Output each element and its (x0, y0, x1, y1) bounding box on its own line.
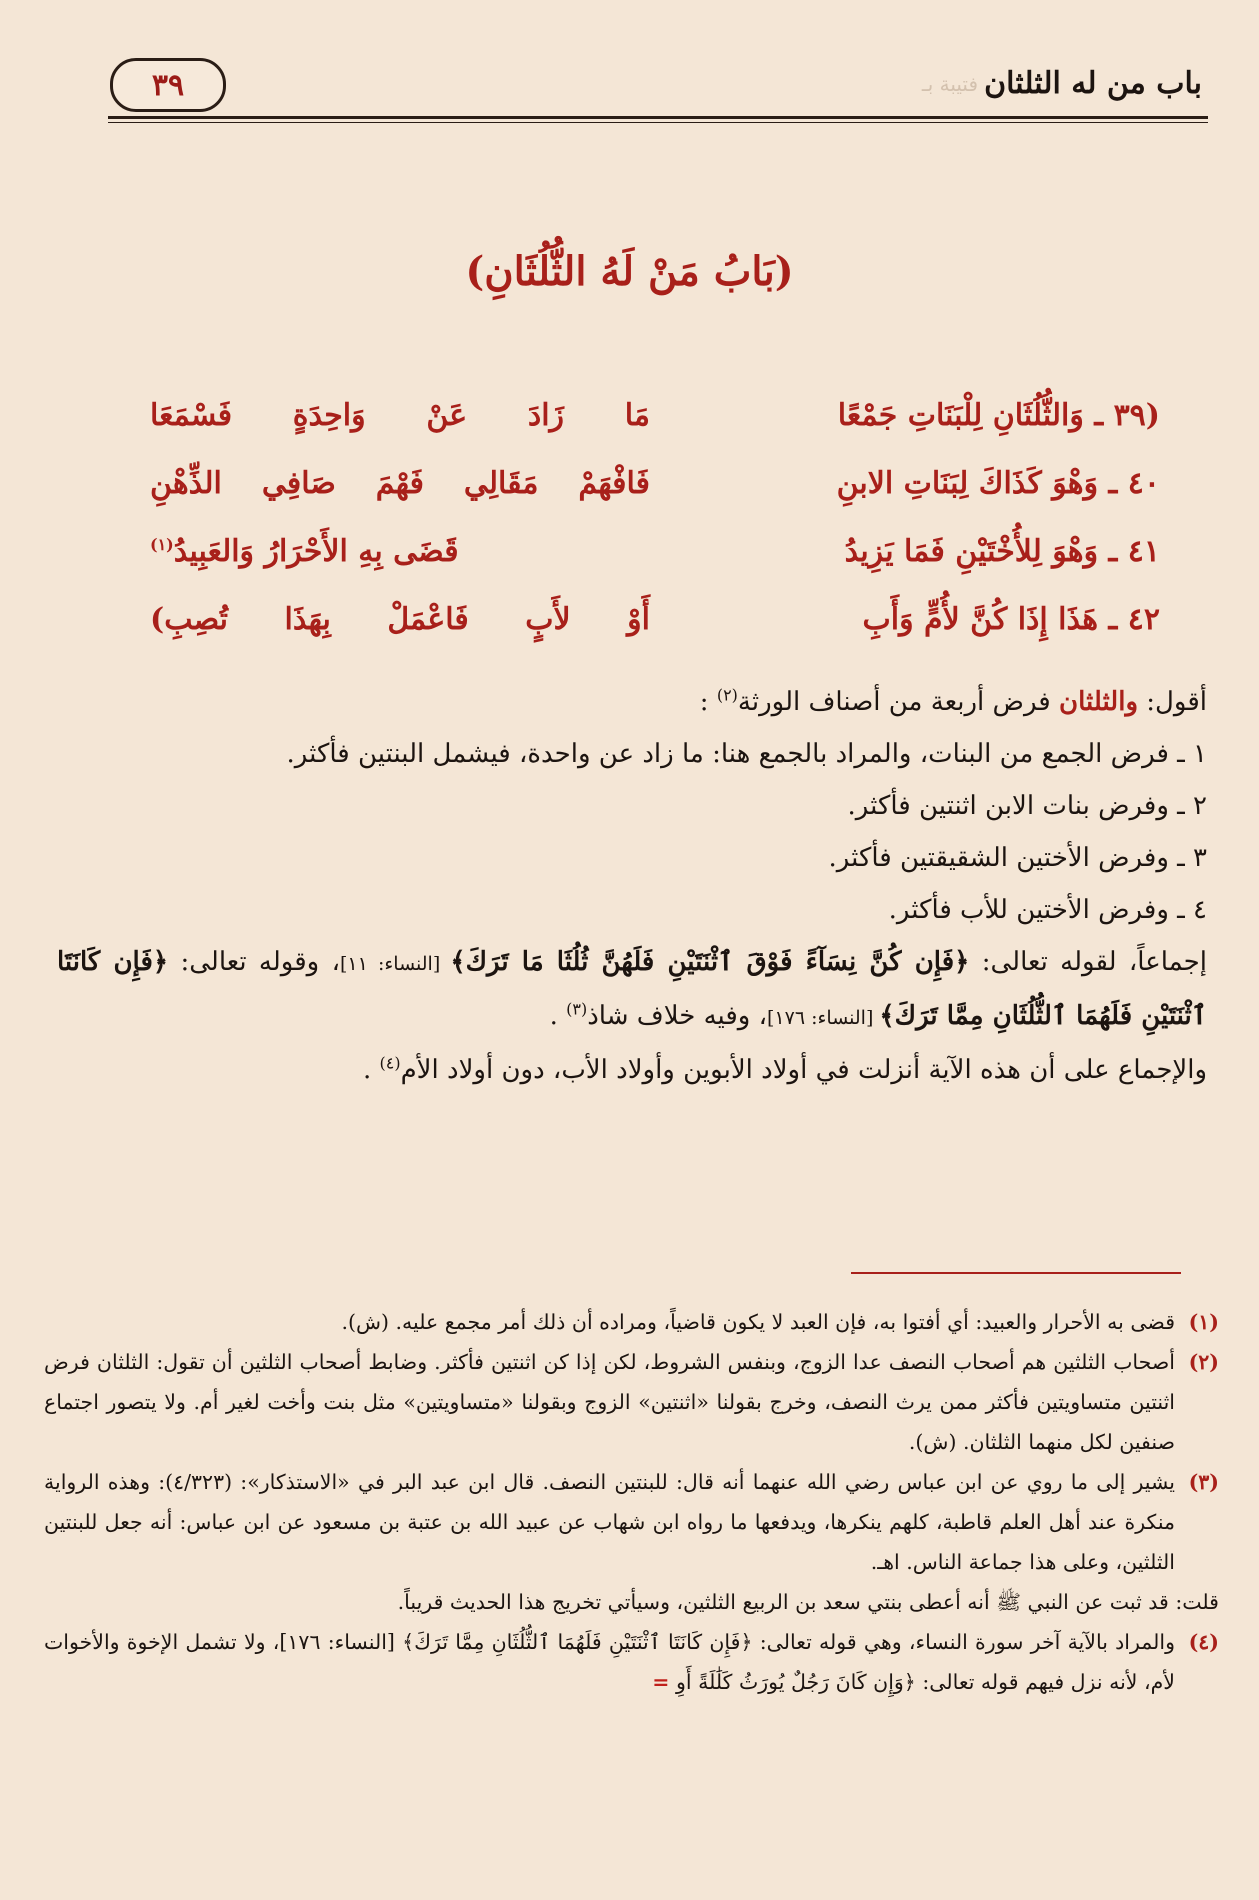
commentary-body (57, 676, 1207, 1096)
verse-42 (150, 602, 1160, 670)
footnote-ref-2[interactable]: (٢) (716, 685, 738, 705)
list-item: ١ ـ فرض الجمع من البنات، والمراد بالجمع هنا: ما زاد عن واحدة، فيشمل البنتين فأكثر. (286, 739, 1207, 769)
footnote-number: (٣) (1188, 1470, 1219, 1494)
header-rule-thin (108, 122, 1208, 123)
verse-right-hemistich: ٤١ ـ وَهْوَ لِلأُخْتَيْنِ فَمَا يَزِيدُ (844, 534, 1160, 569)
running-header-title: باب من له الثلثان (984, 66, 1202, 101)
consensus-paragraph: والإجماع على أن هذه الآية أنزلت في أولاد الأبوين وأولاد الأب، دون أولاد الأم$^{(٤)}$ . (362, 1053, 1207, 1085)
footnote-ref-1[interactable]: (١) (150, 535, 174, 554)
footnote-separator (851, 1272, 1181, 1274)
verse-right-hemistich: (٣٩ ـ وَالثُّلُثَانِ لِلْبَنَاتِ جَمْعًا (837, 398, 1160, 433)
footnote-number: (٢) (1188, 1350, 1219, 1374)
running-header (108, 52, 1208, 116)
bleed-through-text: فتيبة بـ (921, 72, 978, 96)
footnote-2: (٢) أصحاب الثلثين هم أصحاب النصف عدا الزوج، وبنفس الشروط، لكن إذا كن اثنتين فأكثر. وضابط أصحاب الثلثين أن تقول: الثلثان فرض اثنتين متساويتين فأكثر ممن يرث النصف، وخرج بقولنا «اثنتين» الزوج وبقولنا «متساويتين» مثل بنت وأخت لغير أم. ولا يتصور اجتماع صنفين لكل منهما الثلثان. (ش). (44, 1342, 1219, 1462)
footnote-3: (٣) يشير إلى ما روي عن ابن عباس رضي الله عنهما أنه قال: للبنتين النصف. قال ابن عبد البر في «الاستذكار»: (٤/٣٢٣): وهذه الرواية منكرة عند أهل العلم قاطبة، كلهم ينكرها، ويدفعها ما رواه ابن شهاب عن عبيد الله بن عتبة بن مسعود عن ابن عباس: أنه جعل للبنتين الثلثين، وعلى هذا جماعة الناس. اهـ. قلت: قد ثبت عن النبي ﷺ أنه أعطى بنتي سعد بن الربيع الثلثين، وسيأتي تخريج هذا الحديث قريباً. (44, 1462, 1219, 1622)
verse-left-hemistich: قَضَى بِهِ الأَحْرَارُ وَالعَبِيدُ$^{(١)}$ (150, 534, 459, 569)
verse-41 (150, 534, 1160, 602)
commentary-intro: أقول: والثلثان فرض أربعة من أصناف الورثة$^{(٢)}$ : (699, 685, 1207, 717)
continuation-mark: = (652, 1670, 670, 1694)
header-rule (108, 116, 1208, 119)
footnote-4: (٤) والمراد بالآية آخر سورة النساء، وهي قوله تعالى: ﴿فَإِن كَانَتَا ٱثْنَتَيْنِ فَلَهُمَا ٱلثُّلُثَانِ مِمَّا تَرَكَ﴾ [النساء: ١٧٦]، ولا تشمل الإخوة والأخوات لأم، لأنه نزل فيهم قوله تعالى: ﴿وَإِن كَانَ رَجُلٌ يُورَثُ كَلَٰلَةً أَوِ = (44, 1622, 1219, 1702)
verse-reference: [النساء: ١٧٦] (767, 1007, 880, 1029)
footnote-ref-3[interactable]: (٣) (566, 999, 588, 1019)
verse-40 (150, 466, 1160, 534)
verse-right-hemistich: ٤٢ ـ هَذَا إِذَا كُنَّ لأُمٍّ وَأَبِ (862, 602, 1160, 637)
list-item: ٤ ـ وفرض الأختين للأب فأكثر. (888, 895, 1207, 925)
verse-left-hemistich: مَا زَادَ عَنْ وَاحِدَةٍ فَسْمَعَا (150, 398, 650, 433)
evidence-paragraph: إجماعاً، لقوله تعالى: ﴿فَإِن كُنَّ نِسَآءً فَوْقَ ٱثْنَتَيْنِ فَلَهُنَّ ثُلُثَا مَا تَرَكَ﴾ [النساء: ١١]، وقوله تعالى: ﴿فَإِن كَانَتَا ٱثْنَتَيْنِ فَلَهُمَا ٱلثُّلُثَانِ مِمَّا تَرَكَ﴾ [النساء: ١٧٦]، وفيه خلاف شاذ$^{(٣)}$ . (57, 947, 1207, 1031)
verse-39 (150, 398, 1160, 466)
poem-block (150, 398, 1160, 670)
page-number-badge: ٣٩ (110, 58, 226, 112)
verse-reference: [النساء: ١١] (339, 953, 451, 975)
list-item: ٣ ـ وفرض الأختين الشقيقتين فأكثر. (828, 843, 1207, 873)
footnote-1: (١) قضى به الأحرار والعبيد: أي أفتوا به، فإن العبد لا يكون قاضياً، ومراده أن ذلك أمر مجمع عليه. (ش). (44, 1302, 1219, 1342)
verse-left-hemistich: فَافْهَمْ مَقَالِي فَهْمَ صَافِي الذِّهْنِ (150, 466, 650, 501)
footnote-ref-4[interactable]: (٤) (379, 1053, 401, 1073)
verse-left-hemistich: أَوْ لأَبٍ فَاعْمَلْ بِهَذَا تُصِبِ) (150, 602, 650, 637)
footnote-number: (٤) (1188, 1630, 1219, 1654)
footnote-number: (١) (1188, 1310, 1219, 1334)
list-item: ٢ ـ وفرض بنات الابن اثنتين فأكثر. (847, 791, 1207, 821)
quran-verse: ﴿فَإِن كَانَتَا ٱثْنَتَيْنِ فَلَهُمَا ٱلثُّلُثَانِ مِمَّا تَرَكَ﴾ (57, 947, 1207, 1031)
chapter-title: (بَابُ مَنْ لَهُ الثُّلُثَانِ) (465, 248, 794, 295)
quran-verse: ﴿فَإِن كُنَّ نِسَآءً فَوْقَ ٱثْنَتَيْنِ فَلَهُنَّ ثُلُثَا مَا تَرَكَ﴾ (450, 947, 970, 977)
footnotes (44, 1302, 1219, 1702)
verse-right-hemistich: ٤٠ ـ وَهْوَ كَذَاكَ لِبَنَاتِ الابنِ (836, 466, 1160, 501)
